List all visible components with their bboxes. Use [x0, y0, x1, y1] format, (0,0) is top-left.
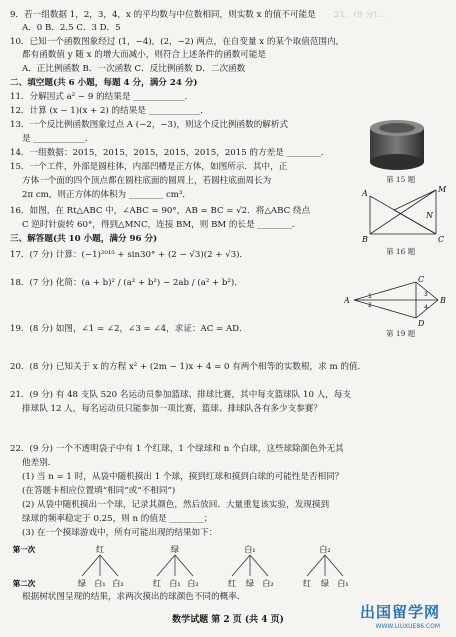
- tree-first-node: 绿: [171, 545, 179, 554]
- tree-second-node: 白₁: [169, 579, 181, 588]
- question-line: (在答题卡相应位置填“相同”或“不相同”): [22, 486, 176, 496]
- tree-second-node: 绿: [321, 579, 329, 588]
- question-line: A．正比例函数 B．一次函数 C．反比例函数 D．二次函数: [22, 64, 246, 74]
- tree-branch: [250, 555, 268, 576]
- section-heading: 二、填空题(共 6 小题，每题 4 分，满分 24 分): [10, 78, 198, 88]
- question-line: 根据树状图呈现的结果，求两次摸出的球颜色不同的概率．: [22, 592, 246, 602]
- question-line: 10．已知一个函数图象经过 (1，−4)，(2，−2) 两点，在自变量 x 的某个取值范围内，: [10, 37, 345, 47]
- tree-second-node: 白₁: [94, 579, 106, 588]
- fig19-label-B: B: [440, 296, 446, 305]
- figure-19-triangles: [344, 276, 448, 326]
- tree-second-node: 绿: [78, 579, 86, 588]
- page-footer: 数学试题 第 2 页 (共 4 页): [172, 615, 284, 625]
- fig19-label-C: C: [418, 276, 425, 284]
- question-line: 18．(7 分) 化简：(a + b)² / (a² + b²) − 2ab / (a² + b²)．: [10, 278, 243, 288]
- tree-second-node: 红: [153, 579, 161, 588]
- fig16-label-C: C: [438, 235, 445, 244]
- tree-second-node: 红: [228, 579, 236, 588]
- question-line: 22．(9 分) 一个不透明袋子中有 1 个红球，1 个绿球和 n 个白球，这些球除颜色外无其: [10, 444, 344, 454]
- tree-branch: [157, 555, 175, 576]
- tree-first-draw-label: 第一次: [12, 545, 36, 554]
- question-line: 11．分解因式 a² − 9 的结果是 ____________．: [10, 92, 194, 102]
- question-line: 方体一个面的四个顶点都在圆柱底面的圆周上，若圆柱底面周长为: [22, 176, 272, 186]
- tree-second-node: 白₂: [112, 579, 124, 588]
- tree-branch: [175, 555, 193, 576]
- question-line: 13．一个反比例函数图象过点 A (−2，−3)，则这个反比例函数的解析式: [10, 120, 289, 130]
- question-line: 21．(9 分) 有 48 支队 520 名运动员参加篮球、排球比赛，其中每支篮球队 10 人，每支: [10, 390, 352, 400]
- figure-16-triangles: [358, 184, 450, 248]
- tree-second-node: 绿: [246, 579, 254, 588]
- question-line: 2π cm，则正方体的体积为 ________ cm³．: [22, 190, 191, 200]
- question-line: 19．(8 分) 如图，∠1 = ∠2，∠3 = ∠4，求证：AC = AD．: [10, 324, 248, 334]
- tree-first-node: 白₁: [244, 545, 256, 554]
- question-line: 12．计算 (x − 1)(x + 2) 的结果是 ____________．: [10, 106, 209, 116]
- question-line: (2) 从袋中随机摸出一个球，记录其颜色，然后放回．大量重复该实验，发现摸到: [22, 500, 330, 510]
- question-line: 绿球的频率稳定于 0.25，则 n 的值是 ________；: [22, 514, 213, 524]
- tree-branch: [82, 555, 100, 576]
- tree-first-node: 白₂: [319, 545, 331, 554]
- question-line: (3) 在一个摸球游戏中，所有可能出现的结果如下：: [22, 528, 218, 538]
- figure-16-caption: 第 16 题: [386, 247, 416, 256]
- tree-second-node: 白₁: [337, 579, 349, 588]
- fig16-label-A: A: [362, 189, 368, 198]
- figure-15-cylinder: [366, 118, 428, 174]
- question-line: 14．一组数据：2015，2015，2015，2015，2015，2015 的方差是 ________．: [10, 148, 330, 158]
- question-line: C 逆时针旋转 60°，得到△MNC，连接 BM，则 BM 的长是 ________．: [22, 220, 301, 230]
- question-line: 16．如图，在 Rt△ABC 中，∠ABC = 90°，AB = BC = √2．将△ABC 绕点: [10, 206, 311, 216]
- question-line: A．0 B．2.5 C．3 D．5: [22, 23, 121, 33]
- question-line: 是 ____________．: [22, 134, 94, 144]
- question-line: 17．(7 分) 计算：(−1)²⁰¹⁵ + sin30° + (2 − √3)(2 + √3)．: [10, 250, 249, 260]
- fig16-label-B: B: [362, 235, 368, 244]
- watermark-logo: 出国留学网: [359, 603, 440, 621]
- tree-second-node: 红: [303, 579, 311, 588]
- fig19-angle-3: 3: [424, 291, 428, 298]
- bleed-through-text: 21．(9 分)...: [334, 10, 386, 20]
- question-line: 9．若一组数据 1，2，3，4，x 的平均数与中位数相同，则实数 x 的值不可能是: [10, 10, 316, 20]
- tree-second-draw-label: 第二次: [12, 579, 36, 588]
- tree-first-node: 红: [96, 545, 104, 554]
- figure-15-caption: 第 15 题: [386, 175, 416, 184]
- fig19-angle-1: 1: [368, 293, 372, 300]
- fig19-angle-2: 2: [368, 302, 372, 309]
- fig19-label-A: A: [344, 296, 350, 305]
- fig16-label-M: M: [438, 185, 447, 194]
- question-line: 15．一个工件，外部是圆柱体，内部凹槽是正方体，如图所示．其中，正: [10, 162, 288, 172]
- question-line: 排球队 12 人，每名运动员只能参加一项比赛，篮球、排球队各有多少支参赛？: [22, 404, 322, 414]
- fig16-label-N: N: [426, 211, 433, 220]
- tree-branch: [232, 555, 250, 576]
- tree-second-node: 白₂: [262, 579, 274, 588]
- tree-diagram: [10, 542, 370, 592]
- tree-second-node: 白₂: [187, 579, 199, 588]
- watermark-url: WWW.LIUXUE86.COM: [375, 623, 440, 630]
- question-line: 他差别．: [22, 458, 57, 468]
- tree-branch: [100, 555, 118, 576]
- figure-19-caption: 第 19 题: [386, 329, 416, 338]
- question-line: (1) 当 n = 1 时，从袋中随机摸出 1 个球，摸到红球和摸到白球的可能性是否相同？: [22, 472, 344, 482]
- fig19-angle-4: 4: [424, 304, 428, 311]
- question-line: 都有函数值 y 随 x 的增大而减小，则符合上述条件的函数可能是: [22, 50, 267, 60]
- question-line: 20．(8 分) 已知关于 x 的方程 x² + (2m − 1)x + 4 = 0 有两个相等的实数根，求 m 的值．: [10, 362, 367, 372]
- tree-branch: [325, 555, 343, 576]
- section-heading: 三、解答题(共 10 小题，满分 96 分): [10, 234, 158, 244]
- fig19-label-D: D: [418, 319, 425, 326]
- tree-branch: [307, 555, 325, 576]
